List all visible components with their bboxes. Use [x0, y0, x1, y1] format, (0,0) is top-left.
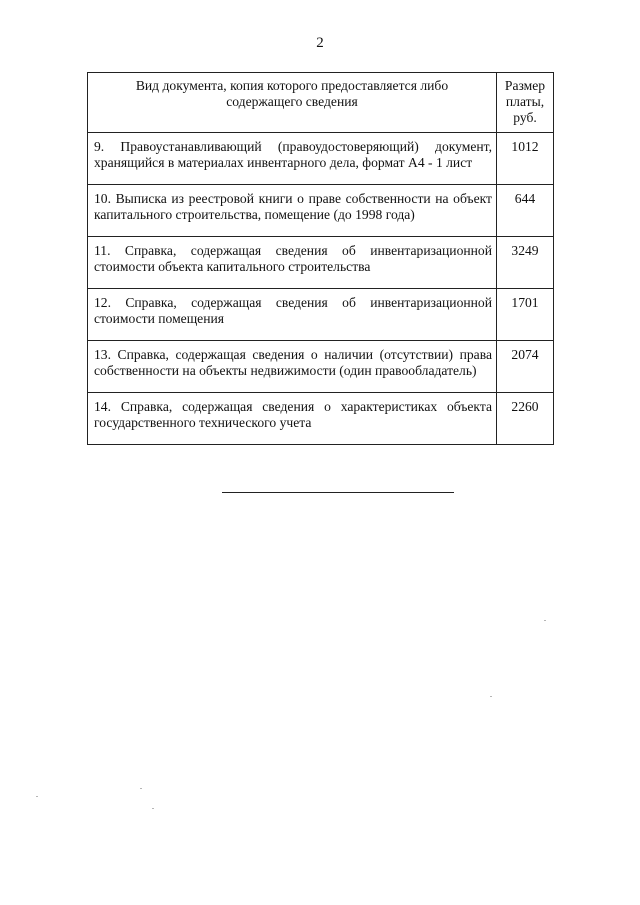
- table-row: [88, 341, 554, 393]
- scan-speck: [490, 696, 492, 697]
- table-row: [88, 185, 554, 237]
- table-row: [88, 393, 554, 445]
- row-fee: 1012: [497, 133, 554, 185]
- row-description: 14. Справка, содержащая сведения о характеристиках объекта государственного технического учета: [88, 393, 497, 445]
- row-fee: 2074: [497, 341, 554, 393]
- row-description: 11. Справка, содержащая сведения об инвентаризационной стоимости объекта капитального строительства: [88, 237, 497, 289]
- header-document-line1: Вид документа, копия которого предоставляется либо: [135, 78, 449, 93]
- table-row: [88, 237, 554, 289]
- header-fee-line1: Размер: [504, 78, 546, 93]
- end-separator-line: [222, 492, 454, 493]
- table-row: [88, 133, 554, 185]
- table-row: [88, 289, 554, 341]
- row-fee: 1701: [497, 289, 554, 341]
- row-description: 9. Правоустанавливающий (правоудостоверяющий) документ, хранящийся в материалах инвентарного дела, формат А4 - 1 лист: [88, 133, 497, 185]
- header-document-line2: содержащего сведения: [226, 94, 358, 109]
- header-document-type: [88, 73, 497, 133]
- row-fee: 3249: [497, 237, 554, 289]
- row-fee: 644: [497, 185, 554, 237]
- scan-speck: [140, 788, 142, 789]
- fee-table: [87, 72, 554, 445]
- scan-speck: [152, 808, 154, 809]
- table-header-row: [88, 73, 554, 133]
- scan-speck: [544, 620, 546, 621]
- scan-speck: [36, 796, 38, 797]
- row-fee: 2260: [497, 393, 554, 445]
- row-description: 13. Справка, содержащая сведения о наличии (отсутствии) права собственности на объекты недвижимости (один правообладатель): [88, 341, 497, 393]
- row-description: 10. Выписка из реестровой книги о праве собственности на объект капитального строительства, помещение (до 1998 года): [88, 185, 497, 237]
- page-number: 2: [316, 35, 324, 51]
- header-fee: [497, 73, 554, 133]
- header-fee-line2: платы, руб.: [505, 94, 545, 125]
- row-description: 12. Справка, содержащая сведения об инвентаризационной стоимости помещения: [88, 289, 497, 341]
